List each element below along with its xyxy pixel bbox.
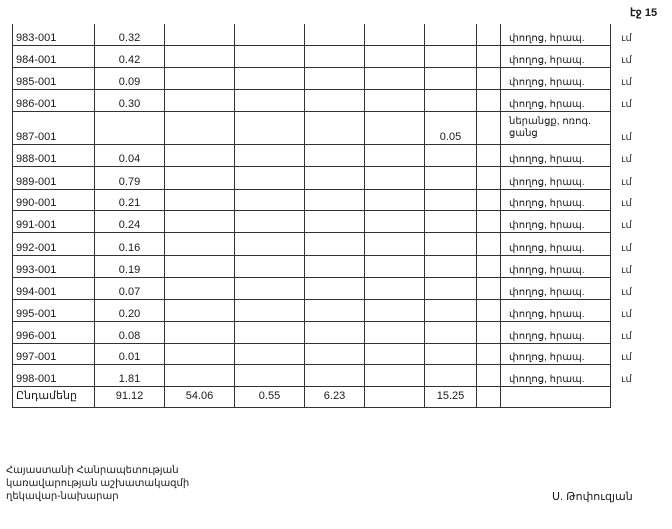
row-note: փողոց, հրապ.: [501, 364, 611, 386]
row-col4: [235, 111, 305, 144]
row-code: 994-001: [13, 277, 95, 299]
table-row: [13, 24, 643, 45]
table-row: [13, 343, 643, 364]
official-title: [6, 464, 189, 503]
row-value: 0.08: [95, 321, 165, 343]
row-value: 0.24: [95, 210, 165, 232]
row-mark: ւմ: [621, 177, 632, 188]
land-register-table: [12, 24, 643, 408]
table-row: [13, 111, 643, 144]
row-col5: [305, 299, 365, 321]
row-col7: [425, 210, 477, 232]
row-value: 0.42: [95, 45, 165, 67]
row-col8: [477, 166, 501, 189]
official-title-line3: ղեկավար-նախարար: [6, 491, 119, 502]
row-col8: [477, 299, 501, 321]
row-col3: [165, 277, 235, 299]
row-note: փողոց, հրապ.: [501, 299, 611, 321]
row-col3: [165, 24, 235, 45]
table-row: [13, 144, 643, 166]
row-value: 1.81: [95, 364, 165, 386]
row-mark: ւմ: [621, 33, 632, 44]
row-note: փողոց, հրապ.: [501, 24, 611, 45]
row-col4: [235, 24, 305, 45]
row-col8: [477, 111, 501, 144]
row-col3: [165, 364, 235, 386]
row-col3: [165, 67, 235, 89]
row-col7: [425, 255, 477, 277]
row-col5: [305, 343, 365, 364]
row-col8: [477, 321, 501, 343]
table-row: [13, 210, 643, 232]
row-col5: [305, 364, 365, 386]
row-mark: ւմ: [621, 154, 632, 165]
row-note: փողոց, հրապ.: [501, 189, 611, 210]
row-col8: [477, 343, 501, 364]
row-col4: [235, 210, 305, 232]
row-mark: ւմ: [621, 220, 632, 231]
totals-col5: 6.23: [305, 386, 365, 407]
row-col7: [425, 144, 477, 166]
row-col4: [235, 364, 305, 386]
row-col3: [165, 232, 235, 255]
row-col3: [165, 89, 235, 111]
table-row: [13, 364, 643, 386]
row-col6: [365, 299, 425, 321]
table-row: [13, 166, 643, 189]
totals-label: Ընդամենը: [13, 386, 95, 407]
row-col3: [165, 321, 235, 343]
row-col6: [365, 210, 425, 232]
row-value: 0.32: [95, 24, 165, 45]
row-col8: [477, 364, 501, 386]
row-col4: [235, 277, 305, 299]
row-value: 0.21: [95, 189, 165, 210]
row-code: 995-001: [13, 299, 95, 321]
row-col6: [365, 166, 425, 189]
row-mark: ւմ: [621, 287, 632, 298]
row-col8: [477, 45, 501, 67]
row-col3: [165, 45, 235, 67]
row-value: 0.01: [95, 343, 165, 364]
row-mark: ւմ: [621, 352, 632, 363]
row-col8: [477, 189, 501, 210]
row-col8: [477, 232, 501, 255]
row-col3: [165, 343, 235, 364]
row-note: ներանցք, ոռոգ. ցանց: [501, 111, 611, 144]
row-col4: [235, 343, 305, 364]
totals-col2: 91.12: [95, 386, 165, 407]
row-col3: [165, 299, 235, 321]
row-col6: [365, 343, 425, 364]
row-value: 0.09: [95, 67, 165, 89]
row-col6: [365, 321, 425, 343]
row-col6: [365, 364, 425, 386]
row-col6: [365, 144, 425, 166]
row-code: 988-001: [13, 144, 95, 166]
table-row: [13, 189, 643, 210]
row-col6: [365, 89, 425, 111]
row-col7: [425, 277, 477, 299]
row-col8: [477, 89, 501, 111]
row-code: 986-001: [13, 89, 95, 111]
row-col7: [425, 89, 477, 111]
row-mark: ւմ: [621, 55, 632, 66]
row-note: փողոց, հրապ.: [501, 45, 611, 67]
row-col4: [235, 45, 305, 67]
totals-mark: [611, 386, 643, 407]
official-title-line1: Հայաստանի Հանրապետության: [6, 465, 179, 476]
totals-col6: [365, 386, 425, 407]
signatory-name: Ս. Թոփուզյան: [552, 491, 633, 503]
row-col4: [235, 255, 305, 277]
row-col6: [365, 24, 425, 45]
row-col5: [305, 144, 365, 166]
row-code: 997-001: [13, 343, 95, 364]
official-title-line2: կառավարության աշխատակազմի: [6, 478, 190, 489]
row-col3: [165, 255, 235, 277]
row-code: 985-001: [13, 67, 95, 89]
table-row: [13, 67, 643, 89]
row-code: 984-001: [13, 45, 95, 67]
row-note: փողոց, հրապ.: [501, 166, 611, 189]
row-note: փողոց, հրապ.: [501, 343, 611, 364]
row-mark: ւմ: [621, 198, 632, 209]
row-col7: [425, 343, 477, 364]
row-col3: [165, 166, 235, 189]
table-row: [13, 321, 643, 343]
row-code: 993-001: [13, 255, 95, 277]
row-col3: [165, 189, 235, 210]
row-mark: ւմ: [621, 331, 632, 342]
row-col7: [425, 67, 477, 89]
row-note: փողոց, հրապ.: [501, 255, 611, 277]
row-col6: [365, 277, 425, 299]
row-col7: [425, 232, 477, 255]
row-col4: [235, 189, 305, 210]
row-col3: [165, 111, 235, 144]
row-code: 998-001: [13, 364, 95, 386]
row-col5: [305, 232, 365, 255]
table-row: [13, 45, 643, 67]
row-col5: [305, 45, 365, 67]
row-value: 0.79: [95, 166, 165, 189]
row-mark: ւմ: [621, 309, 632, 320]
row-value: 0.19: [95, 255, 165, 277]
row-col5: [305, 189, 365, 210]
row-col6: [365, 45, 425, 67]
row-col8: [477, 255, 501, 277]
row-col6: [365, 111, 425, 144]
row-note: փողոց, հրապ.: [501, 144, 611, 166]
row-col7: [425, 189, 477, 210]
row-col8: [477, 144, 501, 166]
row-mark: ւմ: [621, 243, 632, 254]
row-code: 983-001: [13, 24, 95, 45]
table-row: [13, 232, 643, 255]
row-value: 0.16: [95, 232, 165, 255]
row-col4: [235, 321, 305, 343]
row-note: փողոց, հրապ.: [501, 67, 611, 89]
row-mark: ւմ: [621, 265, 632, 276]
row-col5: [305, 321, 365, 343]
table-row: [13, 255, 643, 277]
totals-col4: 0.55: [235, 386, 305, 407]
row-code: 992-001: [13, 232, 95, 255]
row-value: 0.04: [95, 144, 165, 166]
row-col5: [305, 24, 365, 45]
row-col5: [305, 89, 365, 111]
row-col4: [235, 89, 305, 111]
row-col5: [305, 67, 365, 89]
row-col7: [425, 299, 477, 321]
row-col4: [235, 299, 305, 321]
row-col6: [365, 189, 425, 210]
totals-col7: 15.25: [425, 386, 477, 407]
row-value: 0.30: [95, 89, 165, 111]
row-col7: [425, 321, 477, 343]
row-code: 990-001: [13, 189, 95, 210]
row-col5: [305, 166, 365, 189]
row-col7: [425, 166, 477, 189]
row-value: [95, 111, 165, 144]
row-col8: [477, 210, 501, 232]
row-code: 987-001: [13, 111, 95, 144]
row-note: փողոց, հրապ.: [501, 277, 611, 299]
totals-col3: 54.06: [165, 386, 235, 407]
row-col6: [365, 232, 425, 255]
row-mark: ւմ: [621, 99, 632, 110]
row-col4: [235, 166, 305, 189]
row-note: փողոց, հրապ.: [501, 232, 611, 255]
row-code: 996-001: [13, 321, 95, 343]
row-col8: [477, 67, 501, 89]
row-col7: 0.05: [425, 111, 477, 144]
row-col4: [235, 232, 305, 255]
row-col3: [165, 210, 235, 232]
row-col5: [305, 255, 365, 277]
row-code: 989-001: [13, 166, 95, 189]
row-col8: [477, 24, 501, 45]
row-mark: ւմ: [621, 132, 632, 143]
row-note: փողոց, հրապ.: [501, 321, 611, 343]
page-number: էջ 15: [630, 7, 658, 19]
row-mark: ւմ: [621, 77, 632, 88]
row-col5: [305, 210, 365, 232]
row-col3: [165, 144, 235, 166]
totals-note: [501, 386, 611, 407]
totals-row: [13, 386, 643, 407]
row-note: փողոց, հրապ.: [501, 89, 611, 111]
totals-col8: [477, 386, 501, 407]
row-code: 991-001: [13, 210, 95, 232]
row-col6: [365, 67, 425, 89]
row-value: 0.20: [95, 299, 165, 321]
row-col5: [305, 111, 365, 144]
table-row: [13, 299, 643, 321]
row-col4: [235, 67, 305, 89]
row-value: 0.07: [95, 277, 165, 299]
row-mark: ւմ: [621, 374, 632, 385]
row-col7: [425, 364, 477, 386]
row-col8: [477, 277, 501, 299]
row-col4: [235, 144, 305, 166]
row-col6: [365, 255, 425, 277]
row-col5: [305, 277, 365, 299]
table-row: [13, 89, 643, 111]
row-col7: [425, 45, 477, 67]
row-note: փողոց, հրապ.: [501, 210, 611, 232]
row-col7: [425, 24, 477, 45]
table-row: [13, 277, 643, 299]
